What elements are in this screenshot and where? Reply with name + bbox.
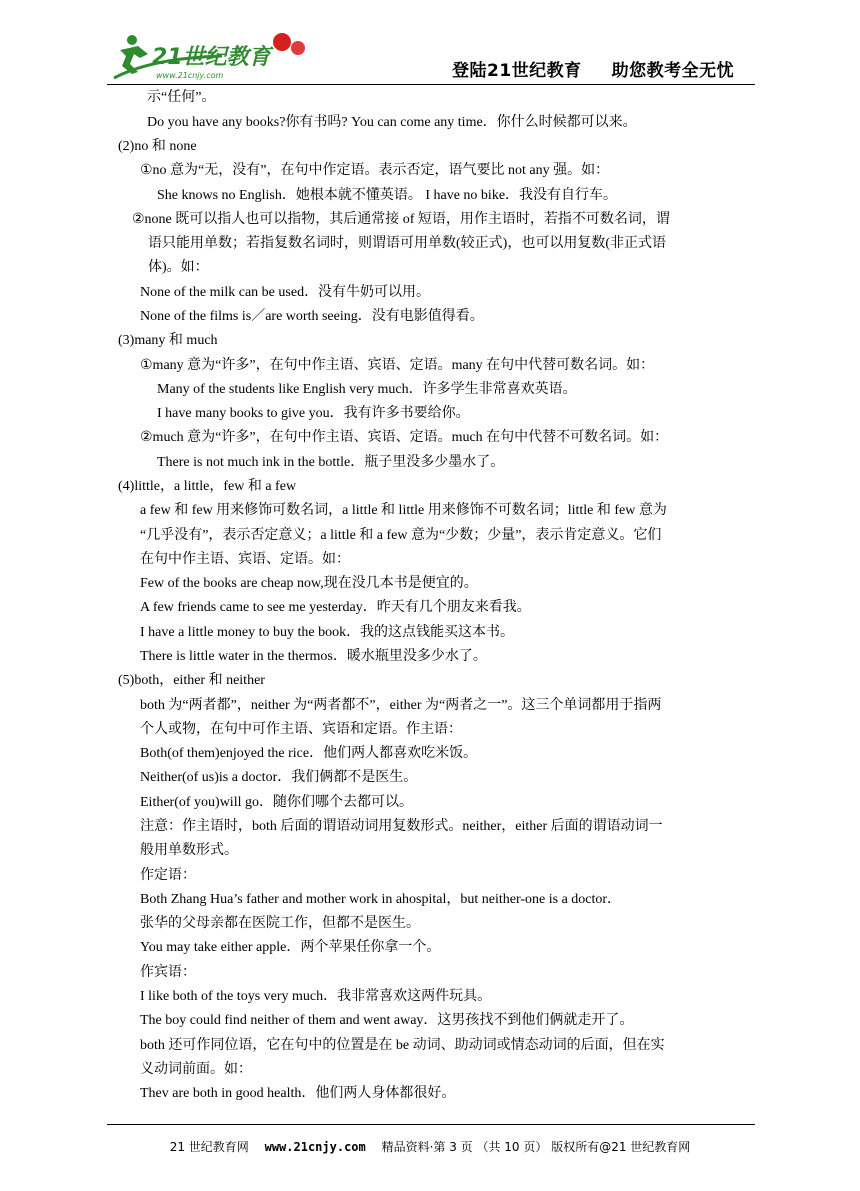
apple-icon (273, 33, 291, 51)
svg-text:www.21cnjy.com: www.21cnjy.com (156, 71, 224, 80)
page-footer (0, 1138, 860, 1155)
example-line: There is not much ink in the bottle．瓶子里没多少墨水了。 (157, 455, 505, 470)
text-line: 注意：作主语时，both 后面的谓语动词用复数形式。neither，either 后面的谓语动词一 (140, 819, 663, 834)
section-heading: (5)both，either 和 neither (118, 673, 265, 688)
footer-site-link[interactable]: www.21cnjy.com (264, 1140, 366, 1154)
text-line: “几乎没有”，表示否定意义；a little 和 a few 意为“少数；少量”，表示肯定意义。它们 (140, 528, 662, 543)
slogan-left: 登陆21世纪教育 (452, 61, 582, 81)
example-line: 张华的父母亲都在医院工作，但都不是医生。 (140, 916, 420, 931)
text-line: 在句中作主语、宾语、定语。如： (140, 552, 350, 567)
example-line: I have a little money to buy the book．我的这点钱能买这本书。 (140, 625, 515, 640)
text-line: 般用单数形式。 (140, 843, 238, 858)
text-line: a few 和 few 用来修饰可数名词，a little 和 little 用来修饰不可数名词；little 和 few 意为 (140, 503, 667, 518)
example-line: Few of the books are cheap now,现在没几本书是便宜的。 (140, 576, 478, 591)
example-line: You may take either apple．两个苹果任你拿一个。 (140, 940, 441, 955)
text-line: 作宾语： (140, 965, 196, 980)
text-line: 义动词前面。如： (140, 1062, 252, 1077)
text-line: ①no 意为“无，没有”，在句中作定语。表示否定，语气要比 not any 强。如： (140, 163, 610, 178)
example-line: There is little water in the thermos．暖水瓶里没多少水了。 (140, 649, 487, 664)
example-line: The boy could find neither of them and went away．这男孩找不到他们俩就走开了。 (140, 1013, 634, 1028)
example-line: Neither(of us)is a doctor．我们俩都不是医生。 (140, 770, 418, 785)
section-heading: (4)little，a little，few 和 a few (118, 479, 297, 494)
text-line: both 还可作同位语，它在句中的位置是在 be 动词、助动词或情态动词的后面，但在实 (140, 1038, 665, 1053)
text-line: both 为“两者都”，neither 为“两者都不”，either 为“两者之一”。这三个单词都用于指两 (140, 698, 662, 713)
section-heading: (3)many 和 much (118, 333, 218, 348)
header-slogan (452, 56, 734, 81)
text-line: ②much 意为“许多”，在句中作主语、宾语、定语。much 在句中代替不可数名词。如： (140, 430, 669, 445)
footer-left: 21 世纪教育网 (169, 1140, 249, 1154)
footer-right: 精品资料·第 3 页 （共 10 页） 版权所有@21 世纪教育网 (381, 1140, 691, 1154)
text-line: 语只能用单数；若指复数名词时，则谓语可用单数(较正式)，也可以用复数(非正式语 (148, 236, 666, 251)
text-line: ①many 意为“许多”，在句中作主语、宾语、定语。many 在句中代替可数名词。如： (140, 358, 655, 373)
example-line: Both(of them)enjoyed the rice．他们两人都喜欢吃米饭。 (140, 746, 478, 761)
text-line: 个人或物，在句中可作主语、宾语和定语。作主语： (140, 722, 462, 737)
example-line: A few friends came to see me yesterday．昨天有几个朋友来看我。 (140, 600, 531, 615)
example-line: Either(of you)will go．随你们哪个去都可以。 (140, 795, 413, 810)
text-line: 示“任何”。 (147, 90, 216, 105)
example-line: Many of the students like English very much．许多学生非常喜欢英语。 (157, 382, 577, 397)
footer-divider (107, 1124, 755, 1125)
text-line: ②none 既可以指人也可以指物，其后通常接 of 短语，用作主语时，若指不可数名词，谓 (132, 212, 670, 227)
example-line: I have many books to give you．我有许多书要给你。 (157, 406, 470, 421)
header-divider (107, 84, 755, 85)
page-header (0, 0, 860, 92)
example-line: Thev are both in good health．他们两人身体都很好。 (140, 1086, 456, 1101)
text-line: 体)。如： (148, 260, 209, 275)
example-line: None of the films is／are worth seeing．没有电影值得看。 (140, 309, 484, 324)
section-heading: (2)no 和 none (118, 139, 197, 154)
example-line: She knows no English．她根本就不懂英语。 I have no bike．我没有自行车。 (157, 188, 618, 203)
example-line: Both Zhang Hua’s father and mother work in ahospital，but neither-one is a doctor． (140, 892, 622, 907)
text-line: 作定语： (140, 868, 196, 883)
text-line: Do you have any books?你有书吗? You can come any time．你什么时候都可以来。 (147, 115, 637, 130)
21cnjy-logo (112, 28, 312, 84)
example-line: None of the milk can be used．没有牛奶可以用。 (140, 285, 431, 300)
svg-text:21世纪教育: 21世纪教育 (152, 45, 271, 70)
example-line: I like both of the toys very much．我非常喜欢这两件玩具。 (140, 989, 492, 1004)
slogan-right: 助您教考全无忧 (611, 61, 735, 81)
